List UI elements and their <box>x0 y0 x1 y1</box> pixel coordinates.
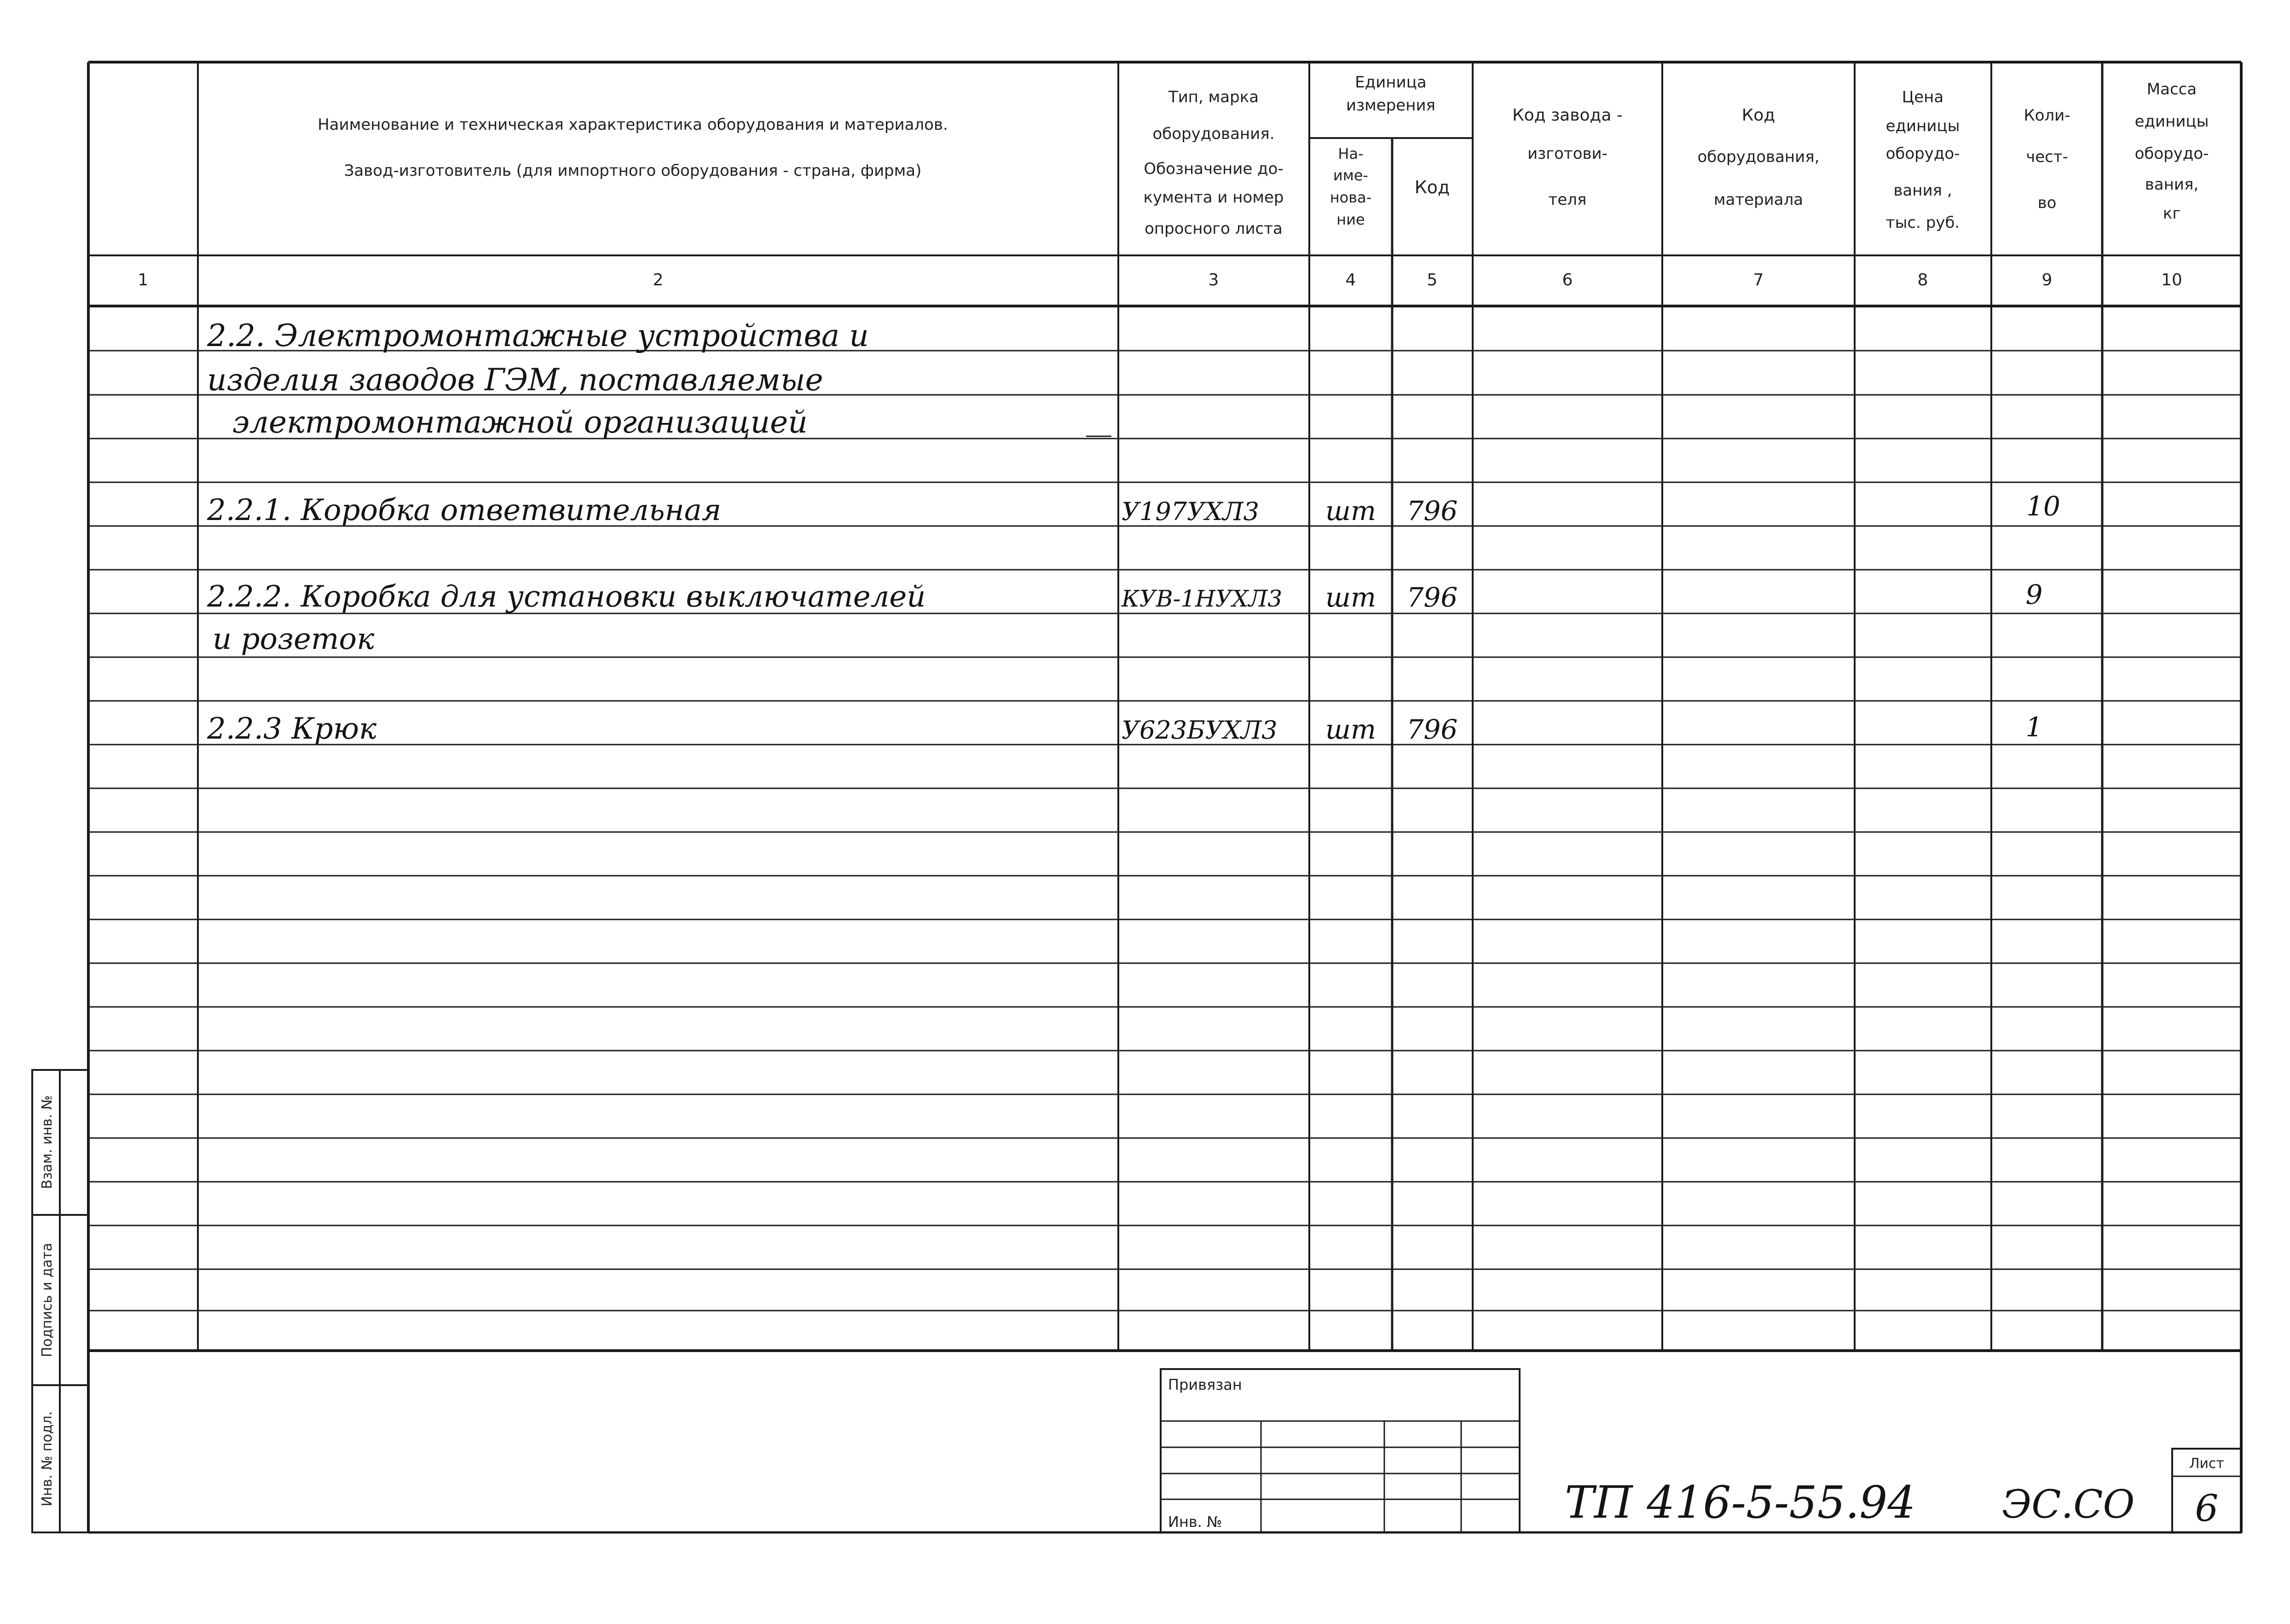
col10-header-line4: вания, <box>2145 175 2199 194</box>
item-unit-code: 796 <box>1406 714 1458 745</box>
table-row <box>207 491 2060 527</box>
col10-header-line2: единицы <box>2134 112 2209 131</box>
column-number-7: 7 <box>1753 271 1764 289</box>
col8-header-line1: Цена <box>1902 88 1944 106</box>
column-number-row <box>138 271 2182 289</box>
item-name: 2.2.3 Крюк <box>207 712 377 746</box>
column-number-9: 9 <box>2041 271 2053 289</box>
inventory-number-label: Инв. № <box>1168 1513 1222 1531</box>
column-number-6: 6 <box>1562 271 1573 289</box>
col3-header-line2: оборудования. <box>1152 125 1275 143</box>
unit-group-header-line1: Единица <box>1355 73 1427 92</box>
column-number-8: 8 <box>1917 271 1928 289</box>
col8-header-line5: тыс. руб. <box>1885 214 1960 232</box>
col4-header-line3: нова- <box>1330 189 1372 206</box>
col3-header-line1: Тип, марка <box>1168 88 1259 106</box>
attached-label: Привязан <box>1168 1376 1242 1393</box>
col9-header-line2: чест- <box>2026 148 2068 166</box>
sheet-label: Лист <box>2189 1456 2225 1472</box>
item-unit-code: 796 <box>1406 582 1458 613</box>
column-number-4: 4 <box>1345 271 1356 289</box>
table-header <box>318 73 2209 238</box>
column-number-10: 10 <box>2161 271 2182 289</box>
col7-header-line3: материала <box>1713 191 1804 209</box>
section-heading-line3: электромонтажной организацией <box>232 405 808 440</box>
item-name: 2.2.1. Коробка ответвительная <box>207 493 722 527</box>
item-name: 2.2.2. Коробка для установки выключателей <box>207 580 926 614</box>
col7-header-line2: оборудования, <box>1697 148 1820 166</box>
col10-header-line5: кг <box>2163 204 2181 223</box>
side-label-signature-date: Подпись и дата <box>39 1243 55 1358</box>
col5-header: Код <box>1414 177 1450 197</box>
item-type: КУВ-1НУХЛ3 <box>1122 585 1283 612</box>
column-number-3: 3 <box>1208 271 1219 289</box>
document-number: ТП 416-5-55.94 <box>1565 1477 1916 1528</box>
col6-header-line3: теля <box>1548 191 1587 209</box>
item-unit: шт <box>1325 495 1376 526</box>
document-code: ЭС.СО <box>2002 1482 2135 1527</box>
item-type: У623БУХЛ3 <box>1122 716 1278 745</box>
col3-header-line5: опросного листа <box>1145 220 1283 238</box>
sheet-number: 6 <box>2195 1487 2219 1530</box>
col4-header-line2: име- <box>1333 167 1369 184</box>
item-quantity: 10 <box>2026 491 2060 522</box>
item-quantity: 1 <box>2025 711 2043 743</box>
item-name-continuation: и розеток <box>213 622 375 656</box>
item-type: У197УХЛ3 <box>1122 497 1259 526</box>
item-quantity: 9 <box>2025 579 2043 610</box>
col10-header-line3: оборудо- <box>2134 144 2209 163</box>
col2-header-line2: Завод-изготовитель (для импортного оборудования - страна, фирма) <box>344 162 922 180</box>
col10-header-line1: Масса <box>2146 80 2197 98</box>
column-number-1: 1 <box>138 271 149 289</box>
column-number-5: 5 <box>1427 271 1438 289</box>
table-row <box>207 711 2042 746</box>
col8-header-line2: единицы <box>1885 117 1960 135</box>
col8-header-line3: оборудо- <box>1885 144 1960 163</box>
col3-header-line3: Обозначение до- <box>1144 160 1284 178</box>
col2-header-line1: Наименование и техническая характеристика оборудования и материалов. <box>318 116 948 134</box>
side-stamp <box>32 1070 88 1532</box>
col9-header-line1: Коли- <box>2024 106 2070 125</box>
col6-header-line2: изготови- <box>1527 144 1608 163</box>
section-heading <box>207 318 869 440</box>
item-unit: шт <box>1325 582 1376 613</box>
col8-header-line4: вания , <box>1893 181 1952 200</box>
table-row <box>207 579 2042 656</box>
col9-header-line3: во <box>2037 194 2057 212</box>
col7-header-line1: Код <box>1741 106 1775 125</box>
col3-header-line4: кумента и номер <box>1143 188 1284 207</box>
side-label-replaced-inventory: Взам. инв. № <box>39 1095 55 1189</box>
unit-group-header-line2: измерения <box>1346 96 1436 115</box>
col6-header-line1: Код завода - <box>1512 106 1623 125</box>
section-heading-line1: 2.2. Электромонтажные устройства и <box>207 318 869 353</box>
column-number-2: 2 <box>653 271 664 289</box>
col4-header-line1: На- <box>1338 145 1364 162</box>
side-label-original-inventory: Инв. № подл. <box>39 1411 55 1507</box>
item-unit-code: 796 <box>1406 495 1458 526</box>
title-block <box>1161 1369 2241 1532</box>
col4-header-line4: ние <box>1336 211 1365 228</box>
section-heading-line2: изделия заводов ГЭМ, поставляемые <box>207 362 823 398</box>
item-unit: шт <box>1325 714 1376 745</box>
